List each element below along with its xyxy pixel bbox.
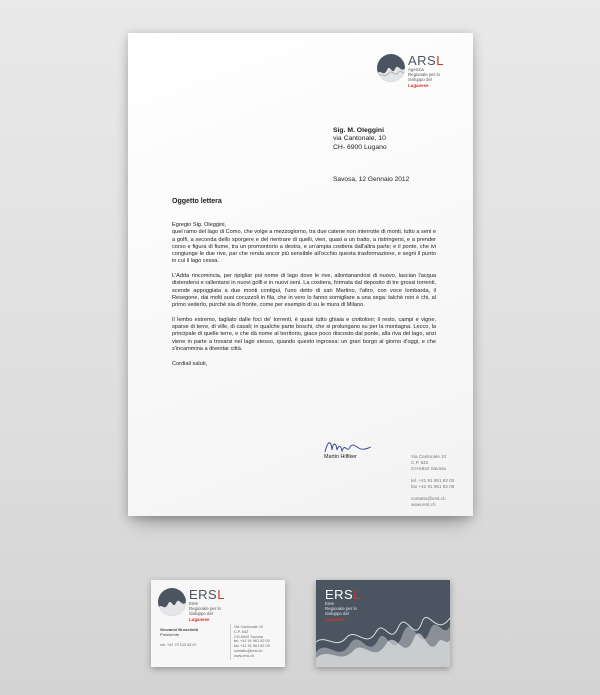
sender-contact: Via Cantonale 10 C.P. 642 CH-6942 Savosa tel. +41 91 961 82 00 fax +41 91 961 82 09 contatto@ersl.ch www.ersl.ch bbox=[411, 454, 455, 507]
paragraph-3: Il lembo estremo, tagliato dalle foci de' torrenti, è quasi tutto ghiaia e ciottoloni; il resto, campi e vigne, sparse di terre, di ville, di casali; in qualche parte boschi, che si prolungano su per la montagna. Lecco, la principale di quelle terre, e che dà nome al territorio, giace poco discosto dal ponte, alla riva del lago, anzi viene in parte a trovarsi nel lago stesso, quando questo ingrossa: un gran borgo al giorno d'oggi, e che s'incammina a diventar città. bbox=[172, 316, 436, 353]
logo-name: ERSL bbox=[189, 587, 225, 602]
letter-logo bbox=[377, 54, 444, 88]
letter-date: Savosa, 12 Gennaio 2012 bbox=[333, 176, 410, 183]
logo-wave-icon bbox=[377, 54, 405, 82]
salutation: Egregio Sig. Oleggini, bbox=[172, 222, 227, 228]
logo-name: ARSL bbox=[408, 53, 444, 68]
recipient-name: Sig. M. Oleggini bbox=[333, 127, 384, 134]
card-back-logo bbox=[325, 588, 361, 622]
signer-name: Martin Hilfiker bbox=[324, 454, 357, 460]
card-person: Giovanni Bruschetti Presidente bbox=[160, 627, 199, 637]
business-card-front bbox=[151, 580, 285, 667]
paragraph-1: quel ramo del lago di Como, che volge a mezzogiorno, tra due catene non interrotte di monti, tutto a seni e a golfi, a seconda dello sporgere e del rientrare di quelli, vien, quasi a un tratto, a ristringersi, e a prender corso e figura di fiume, tra un promontorio a destra, e un'ampia costiera dall'altra parte; e il ponte, che ivi congiunge le due rive, par che renda ancor più sensibile all'occhio questa trasformazione, e segni il punto in cui il lago cessa. bbox=[172, 229, 436, 265]
recipient-street: via Cantonale, 10 bbox=[333, 135, 386, 143]
letter-body bbox=[172, 222, 436, 375]
business-card-back bbox=[316, 580, 450, 667]
paragraph-2: L'Adda rincomincia, per ripigliar poi nome di lago dove le rive, allontanandosi di nuovo, lascian l'acqua distendersi e rallentarsi in nuovi golfi e in nuovi seni. La costiera, formata dal deposito di tre grossi torrenti, scende appoggiata a due monti contigui, l'uno detto di san Martino, l'altro, con voce lombarda, il Resegone, dai molti suoi cocuzzoli in fila, che in vero lo fanno somigliare a una sega: talchè non è chi, al primo vederlo, purchè sia di fronte, come per esempio di su le mura di Milano. bbox=[172, 273, 436, 309]
logo-wave-icon bbox=[158, 588, 186, 616]
letterhead-sheet bbox=[128, 33, 473, 516]
recipient-address bbox=[333, 127, 387, 152]
logo-tagline: Ente Regionale per lo Sviluppo del Luganese bbox=[189, 601, 221, 622]
closing: Cordiali saluti, bbox=[172, 360, 208, 367]
logo-name: ERSL bbox=[325, 587, 361, 602]
letter-subject: Oggetto lettera bbox=[172, 198, 222, 205]
card-divider bbox=[230, 624, 231, 660]
logo-tagline: Agenzia Regionale per lo Sviluppo del Luganese bbox=[408, 67, 440, 88]
logo-tagline: Ente Regionale per lo Sviluppo del Luganese bbox=[325, 601, 357, 622]
recipient-city: CH- 6900 Lugano bbox=[333, 143, 387, 151]
card-logo bbox=[158, 588, 225, 622]
card-address: Via Cantonale 10 C.P. 642 CH-6942 Savosa tel. +41 91 961 82 00 fax +41 91 961 82 09 contatto@ersl.ch www.ersl.ch bbox=[234, 625, 270, 658]
card-phone: cel. +41 79 123 45 67 bbox=[160, 643, 197, 647]
